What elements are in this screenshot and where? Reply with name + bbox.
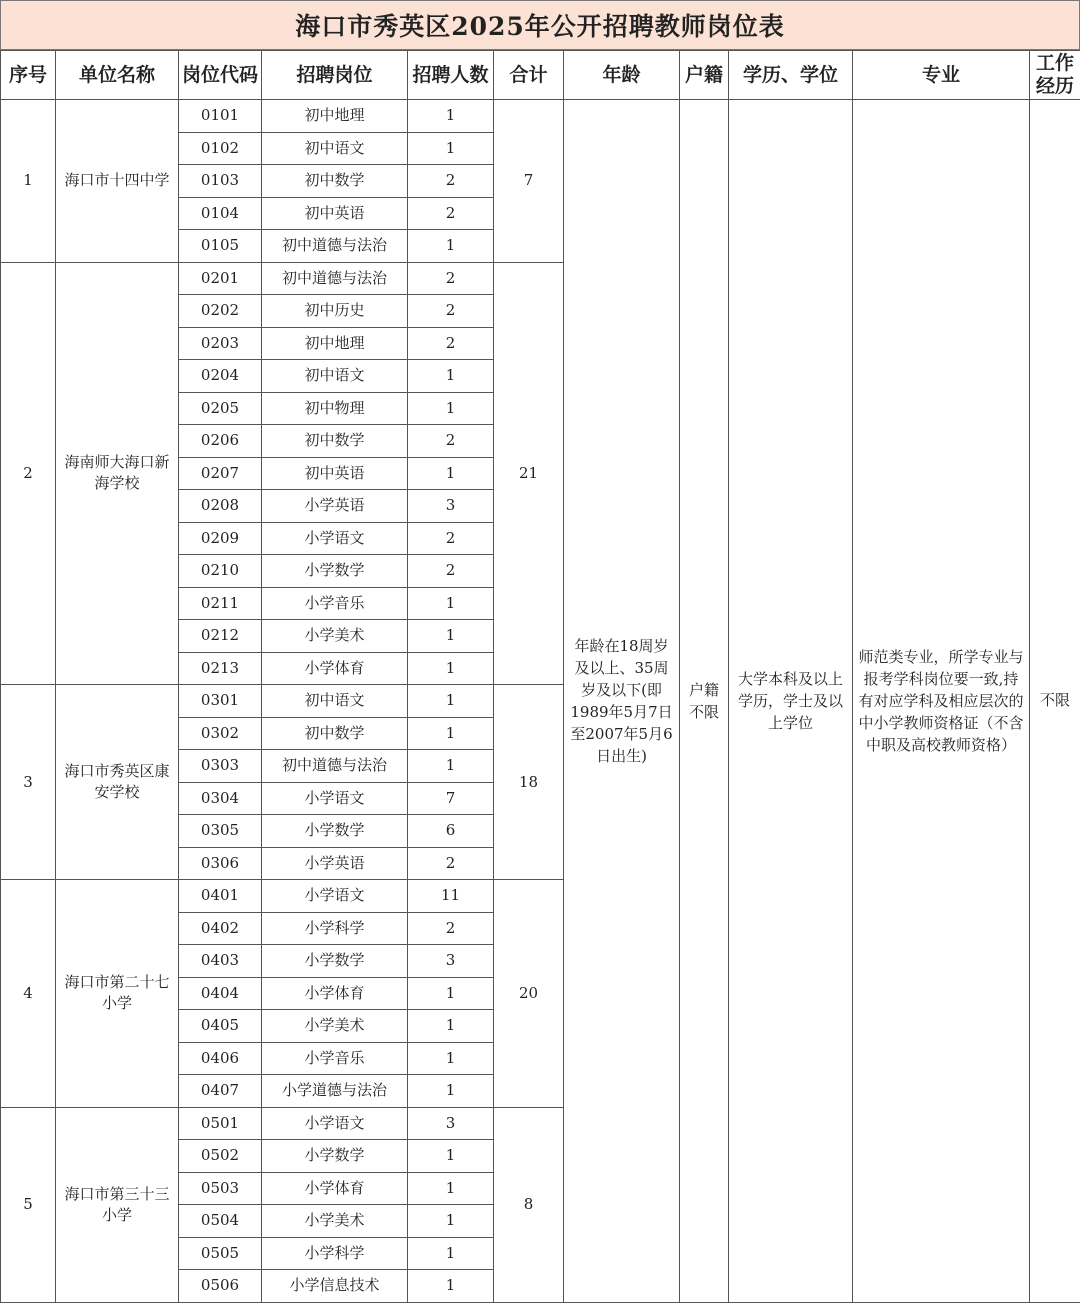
- post-code: 0102: [179, 132, 262, 165]
- post-code: 0101: [179, 100, 262, 133]
- post-name: 初中数学: [262, 165, 408, 198]
- post-name: 小学美术: [262, 620, 408, 653]
- post-code: 0213: [179, 652, 262, 685]
- post-code: 0304: [179, 782, 262, 815]
- post-count: 11: [408, 880, 494, 913]
- post-count: 1: [408, 717, 494, 750]
- post-name: 小学语文: [262, 880, 408, 913]
- post-count: 2: [408, 165, 494, 198]
- page-title: 海口市秀英区2025年公开招聘教师岗位表: [0, 0, 1080, 50]
- post-code: 0502: [179, 1140, 262, 1173]
- post-code: 0210: [179, 555, 262, 588]
- unit-seq: 2: [1, 262, 56, 685]
- post-code: 0105: [179, 230, 262, 263]
- post-code: 0401: [179, 880, 262, 913]
- post-name: 小学美术: [262, 1205, 408, 1238]
- post-code: 0403: [179, 945, 262, 978]
- unit-name: 海口市秀英区康安学校: [56, 685, 179, 880]
- unit-seq: 5: [1, 1107, 56, 1302]
- post-count: 1: [408, 652, 494, 685]
- post-count: 6: [408, 815, 494, 848]
- post-name: 小学美术: [262, 1010, 408, 1043]
- post-name: 小学科学: [262, 912, 408, 945]
- post-name: 初中数学: [262, 425, 408, 458]
- post-count: 1: [408, 685, 494, 718]
- unit-name: 海口市十四中学: [56, 100, 179, 263]
- unit-total: 21: [494, 262, 564, 685]
- post-code: 0406: [179, 1042, 262, 1075]
- post-count: 1: [408, 1172, 494, 1205]
- post-count: 1: [408, 132, 494, 165]
- header-total: 合计: [494, 51, 564, 100]
- age-requirement: 年龄在18周岁及以上、35周岁及以下(即1989年5月7日至2007年5月6日出生): [564, 100, 680, 1303]
- post-code: 0505: [179, 1237, 262, 1270]
- post-code: 0212: [179, 620, 262, 653]
- post-name: 初中语文: [262, 685, 408, 718]
- post-code: 0405: [179, 1010, 262, 1043]
- post-name: 初中道德与法治: [262, 262, 408, 295]
- post-name: 初中数学: [262, 717, 408, 750]
- post-count: 1: [408, 1010, 494, 1043]
- post-name: 初中地理: [262, 327, 408, 360]
- unit-name: 海口市第二十七小学: [56, 880, 179, 1108]
- recruitment-table: [0, 50, 1080, 1303]
- post-code: 0207: [179, 457, 262, 490]
- post-name: 初中物理: [262, 392, 408, 425]
- post-code: 0303: [179, 750, 262, 783]
- post-code: 0404: [179, 977, 262, 1010]
- header-edu: 学历、学位: [729, 51, 853, 100]
- post-count: 2: [408, 262, 494, 295]
- unit-total: 7: [494, 100, 564, 263]
- post-name: 小学语文: [262, 522, 408, 555]
- experience-requirement: 不限: [1030, 100, 1080, 1303]
- post-name: 初中语文: [262, 132, 408, 165]
- post-code: 0103: [179, 165, 262, 198]
- post-code: 0206: [179, 425, 262, 458]
- header-seq: 序号: [1, 51, 56, 100]
- post-name: 小学数学: [262, 555, 408, 588]
- post-name: 小学语文: [262, 1107, 408, 1140]
- post-count: 1: [408, 1205, 494, 1238]
- post-code: 0208: [179, 490, 262, 523]
- unit-seq: 1: [1, 100, 56, 263]
- post-count: 1: [408, 1270, 494, 1303]
- header-unit: 单位名称: [56, 51, 179, 100]
- header-count: 招聘人数: [408, 51, 494, 100]
- post-count: 2: [408, 912, 494, 945]
- post-code: 0407: [179, 1075, 262, 1108]
- post-name: 小学体育: [262, 977, 408, 1010]
- post-name: 小学音乐: [262, 587, 408, 620]
- post-code: 0301: [179, 685, 262, 718]
- post-count: 2: [408, 425, 494, 458]
- post-count: 1: [408, 750, 494, 783]
- post-name: 小学英语: [262, 490, 408, 523]
- post-count: 1: [408, 977, 494, 1010]
- post-code: 0503: [179, 1172, 262, 1205]
- post-count: 1: [408, 1237, 494, 1270]
- post-name: 初中英语: [262, 457, 408, 490]
- post-code: 0302: [179, 717, 262, 750]
- post-name: 小学语文: [262, 782, 408, 815]
- post-count: 1: [408, 587, 494, 620]
- post-count: 2: [408, 522, 494, 555]
- post-count: 3: [408, 1107, 494, 1140]
- post-code: 0205: [179, 392, 262, 425]
- table-body: [1, 100, 1080, 1303]
- post-count: 1: [408, 230, 494, 263]
- post-name: 小学数学: [262, 945, 408, 978]
- post-count: 2: [408, 327, 494, 360]
- post-count: 2: [408, 555, 494, 588]
- unit-seq: 4: [1, 880, 56, 1108]
- post-name: 小学体育: [262, 1172, 408, 1205]
- post-count: 1: [408, 1075, 494, 1108]
- post-name: 初中英语: [262, 197, 408, 230]
- post-count: 1: [408, 392, 494, 425]
- table-row: [1, 100, 1080, 133]
- header-huji: 户籍: [680, 51, 729, 100]
- huji-requirement: 户籍不限: [680, 100, 729, 1303]
- post-name: 初中历史: [262, 295, 408, 328]
- education-requirement: 大学本科及以上学历，学士及以上学位: [729, 100, 853, 1303]
- post-code: 0201: [179, 262, 262, 295]
- post-code: 0202: [179, 295, 262, 328]
- post-name: 初中道德与法治: [262, 750, 408, 783]
- post-count: 7: [408, 782, 494, 815]
- post-code: 0305: [179, 815, 262, 848]
- post-code: 0506: [179, 1270, 262, 1303]
- unit-seq: 3: [1, 685, 56, 880]
- post-count: 1: [408, 1140, 494, 1173]
- unit-total: 18: [494, 685, 564, 880]
- header-row: [1, 51, 1080, 100]
- post-name: 初中语文: [262, 360, 408, 393]
- post-name: 初中地理: [262, 100, 408, 133]
- post-code: 0501: [179, 1107, 262, 1140]
- post-name: 小学英语: [262, 847, 408, 880]
- header-code: 岗位代码: [179, 51, 262, 100]
- unit-name: 海南师大海口新海学校: [56, 262, 179, 685]
- post-count: 1: [408, 620, 494, 653]
- post-name: 小学科学: [262, 1237, 408, 1270]
- header-major: 专业: [853, 51, 1030, 100]
- post-name: 初中道德与法治: [262, 230, 408, 263]
- post-count: 2: [408, 847, 494, 880]
- post-name: 小学数学: [262, 815, 408, 848]
- major-requirement: 师范类专业，所学专业与报考学科岗位要一致,持有对应学科及相应层次的中小学教师资格证（不含中职及高校教师资格）: [853, 100, 1030, 1303]
- unit-total: 8: [494, 1107, 564, 1302]
- post-code: 0203: [179, 327, 262, 360]
- post-count: 3: [408, 945, 494, 978]
- post-code: 0402: [179, 912, 262, 945]
- post-count: 1: [408, 457, 494, 490]
- unit-name: 海口市第三十三小学: [56, 1107, 179, 1302]
- post-code: 0504: [179, 1205, 262, 1238]
- post-name: 小学音乐: [262, 1042, 408, 1075]
- post-code: 0211: [179, 587, 262, 620]
- post-name: 小学道德与法治: [262, 1075, 408, 1108]
- post-name: 小学体育: [262, 652, 408, 685]
- post-code: 0306: [179, 847, 262, 880]
- post-count: 1: [408, 360, 494, 393]
- post-code: 0104: [179, 197, 262, 230]
- header-post: 招聘岗位: [262, 51, 408, 100]
- post-code: 0209: [179, 522, 262, 555]
- post-name: 小学信息技术: [262, 1270, 408, 1303]
- post-code: 0204: [179, 360, 262, 393]
- header-age: 年龄: [564, 51, 680, 100]
- header-exp: 工作经历: [1030, 51, 1080, 100]
- post-count: 1: [408, 1042, 494, 1075]
- post-name: 小学数学: [262, 1140, 408, 1173]
- post-count: 2: [408, 197, 494, 230]
- post-count: 1: [408, 100, 494, 133]
- unit-total: 20: [494, 880, 564, 1108]
- post-count: 3: [408, 490, 494, 523]
- post-count: 2: [408, 295, 494, 328]
